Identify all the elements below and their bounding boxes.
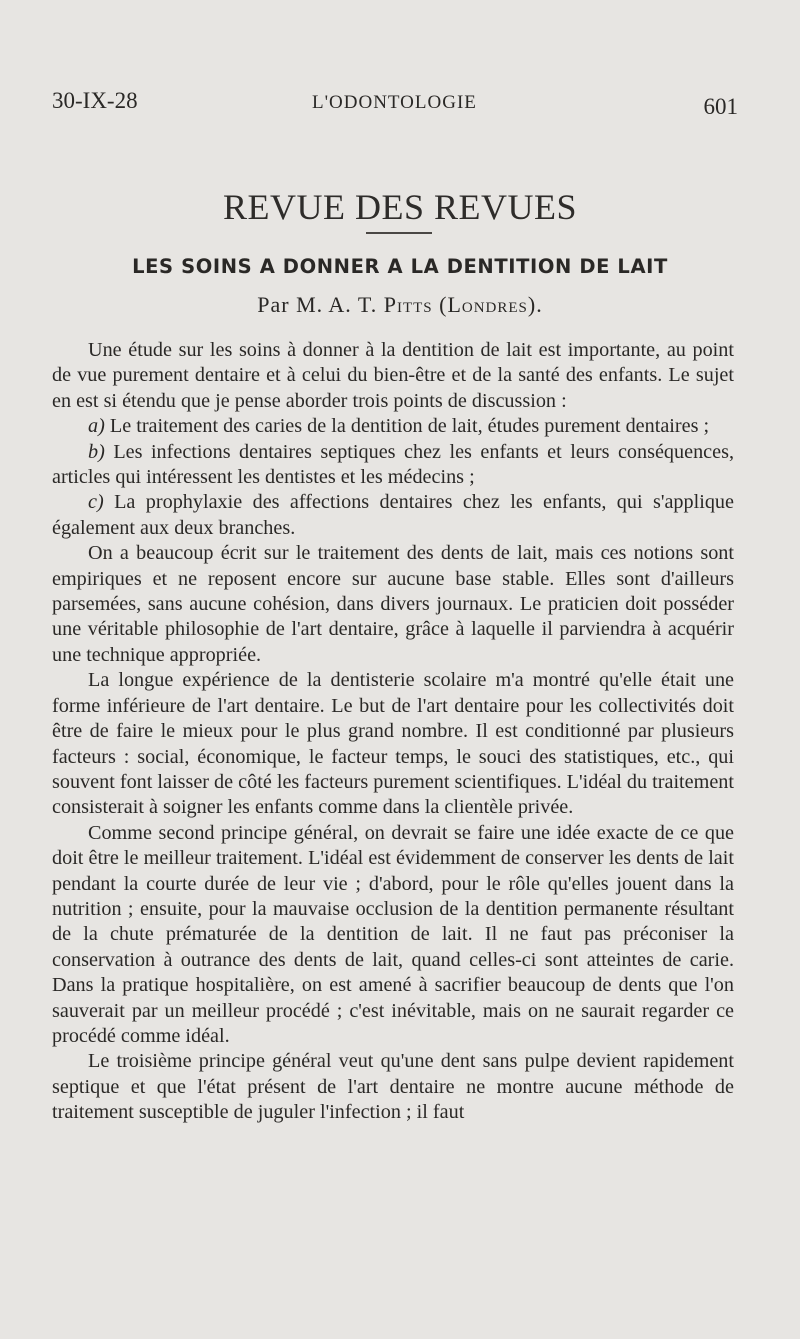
list-text: Le traitement des caries de la dentition de lait, études purement dentaires ;: [104, 415, 710, 438]
paragraph: Le troisième principe général veut qu'une dent sans pulpe devient rapidement septique et que l'état présent de l'art dentaire ne montre aucune méthode de traitement susceptible de juguler l'infection ; il faut: [52, 1050, 734, 1124]
list-item: [52, 414, 734, 439]
journal-name: L'ODONTOLOGIE: [312, 92, 477, 113]
paragraph: La longue expérience de la dentisterie scolaire m'a montré qu'elle était une forme inférieure de l'art dentaire. Le but de l'art dentaire pour les collectivités doit être de faire le mieux pour le plus grand nombre. Il est conditionné par plusieurs facteurs : social, économique, le facteur temps, le souci des statistiques, etc., qui souvent font laisser de côté les facteurs purement scientifiques. L'idéal du traitement consisterait à soigner les enfants comme dans la clientèle privée.: [52, 669, 734, 819]
article-body: [52, 338, 734, 1126]
list-item: [52, 440, 734, 491]
list-text: Les infections dentaires septiques chez les enfants et leurs conséquences, articles qui intéressent les dentistes et les médecins ;: [52, 440, 734, 489]
paragraph: Une étude sur les soins à donner à la dentition de lait est importante, au point de vue purement dentaire et à celui du bien-être et de la santé des enfants. Le sujet en est si étendu que je pense aborder trois points de discussion :: [52, 339, 734, 412]
page-number: 601: [703, 94, 738, 119]
paragraph: On a beaucoup écrit sur le traitement des dents de lait, mais ces notions sont empiriques et ne reposent encore sur aucune base stable. Elles sont d'ailleurs parsemées, sans aucune cohésion, dans divers journaux. Le praticien doit posséder une véritable philosophie de l'art dentaire, grâce à laquelle il parviendra à acquérir une technique appropriée.: [52, 542, 734, 666]
list-text: La prophylaxie des affections dentaires chez les enfants, qui s'applique également aux deux branches.: [52, 491, 734, 539]
byline: [0, 292, 800, 318]
list-label: b): [88, 440, 105, 463]
list-label: c): [88, 491, 104, 514]
byline-prefix: Par M. A. T.: [257, 292, 378, 317]
section-title: REVUE DES REVUES: [222, 187, 577, 227]
issue-date: 30-IX-28: [52, 88, 138, 113]
running-header: [52, 88, 738, 128]
paragraph: Comme second principe général, on devrait se faire une idée exacte de ce que doit être le meilleur traitement. L'idéal est évidemment de conserver les dents de lait pendant la courte durée de leur vie ; d'abord, pour le rôle qu'elles jouent dans la nutrition ; ensuite, pour la mauvaise occlusion de la dentition permanente résultant de la chute prématurée de la dentition de lait. Il ne faut pas préconiser la conservation à outrance des dents de lait, quand celles-ci sont atteintes de carie. Dans la pratique hospitalière, on est amené à sacrifier beaucoup de dents que l'on sauverait par un meilleur procédé ; c'est inévitable, mais on ne saurait regarder ce procédé comme idéal.: [52, 821, 734, 1047]
author-name: Pitts (Londres).: [383, 292, 543, 317]
title-rule: [366, 232, 432, 234]
list-item: [52, 490, 734, 541]
article-title: LES SOINS A DONNER A LA DENTITION DE LAIT: [132, 255, 668, 278]
list-label: a): [88, 415, 105, 438]
